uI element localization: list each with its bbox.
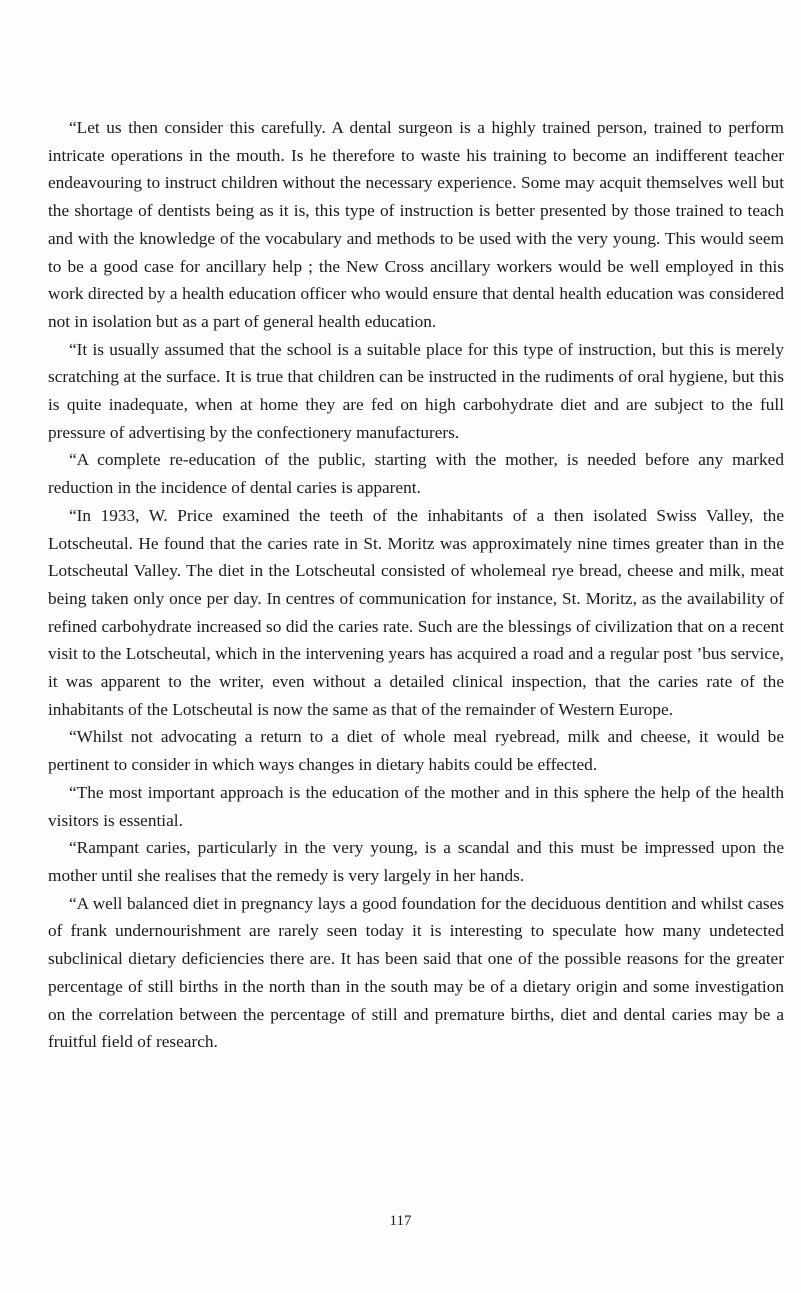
paragraph-5: “Whilst not advocating a return to a diet of whole meal ryebread, milk and cheese, it would be pertinent to consider in which ways changes in dietary habits could be effected. — [48, 727, 784, 775]
paragraph-7: “Rampant caries, particularly in the very young, is a scandal and this must be impressed upon the mother until she realises that the remedy is very largely in her hands. — [48, 838, 784, 885]
page-number: 117 — [389, 1213, 412, 1229]
body-text — [48, 114, 784, 1056]
paragraph-2: “It is usually assumed that the school is a suitable place for this type of instruction, but this is merely scratching at the surface. It is true that children can be instructed in the rudiments of oral hygiene, but this is quite inadequate, when at home they are fed on high carbohydrate diet and are subject to the full pressure of advertising by the confectionery manufacturers. — [48, 339, 784, 442]
paragraph-8: “A well balanced diet in pregnancy lays a good foundation for the deciduous dentition and whilst cases of frank undernourishment are rarely seen today it is interesting to speculate how many undetected subclinical dietary deficiencies there are. It has been said that one of the possible reasons for the greater percentage of still births in the north than in the south may be of a dietary origin and some investigation on the correlation between the percentage of still and premature births, diet and dental caries may be a fruitful field of research. — [48, 893, 784, 1052]
paragraph-4: “In 1933, W. Price examined the teeth of the inhabitants of a then isolated Swiss Valley, the Lotscheutal. He found that the caries rate in St. Moritz was approximately nine times greater than in the Lotscheutal Valley. The diet in the Lotscheutal consisted of wholemeal rye bread, cheese and milk, meat being taken only once per day. In centres of communication for instance, St. Moritz, as the availability of refined carbohydrate increased so did the caries rate. Such are the blessings of civilization that on a recent visit to the Lotscheutal, which in the intervening years has acquired a road and a regular post ’bus service, it was apparent to the writer, even without a detailed clinical inspection, that the caries rate of the inhabitants of the Lotscheutal is now the same as that of the remainder of Western Europe. — [48, 505, 784, 719]
paragraph-1: “Let us then consider this carefully. A dental surgeon is a highly trained person, trained to perform intricate operations in the mouth. Is he therefore to waste his training to become an indifferent teacher endeavouring to instruct children without the necessary experience. Some may acquit themselves well but the shortage of dentists being as it is, this type of instruction is better presented by those trained to teach and with the knowledge of the vocabulary and methods to be used with the very young. This would seem to be a good case for ancillary help ; the New Cross ancillary workers would be well employed in this work directed by a health education officer who would ensure that dental health education was considered not in isolation but as a part of general health education. — [48, 118, 784, 331]
paragraph-3: “A complete re-education of the public, starting with the mother, is needed before any marked reduction in the incidence of dental caries is apparent. — [48, 450, 784, 498]
paragraph-6: “The most important approach is the education of the mother and in this sphere the help of the health visitors is essential. — [48, 782, 784, 830]
